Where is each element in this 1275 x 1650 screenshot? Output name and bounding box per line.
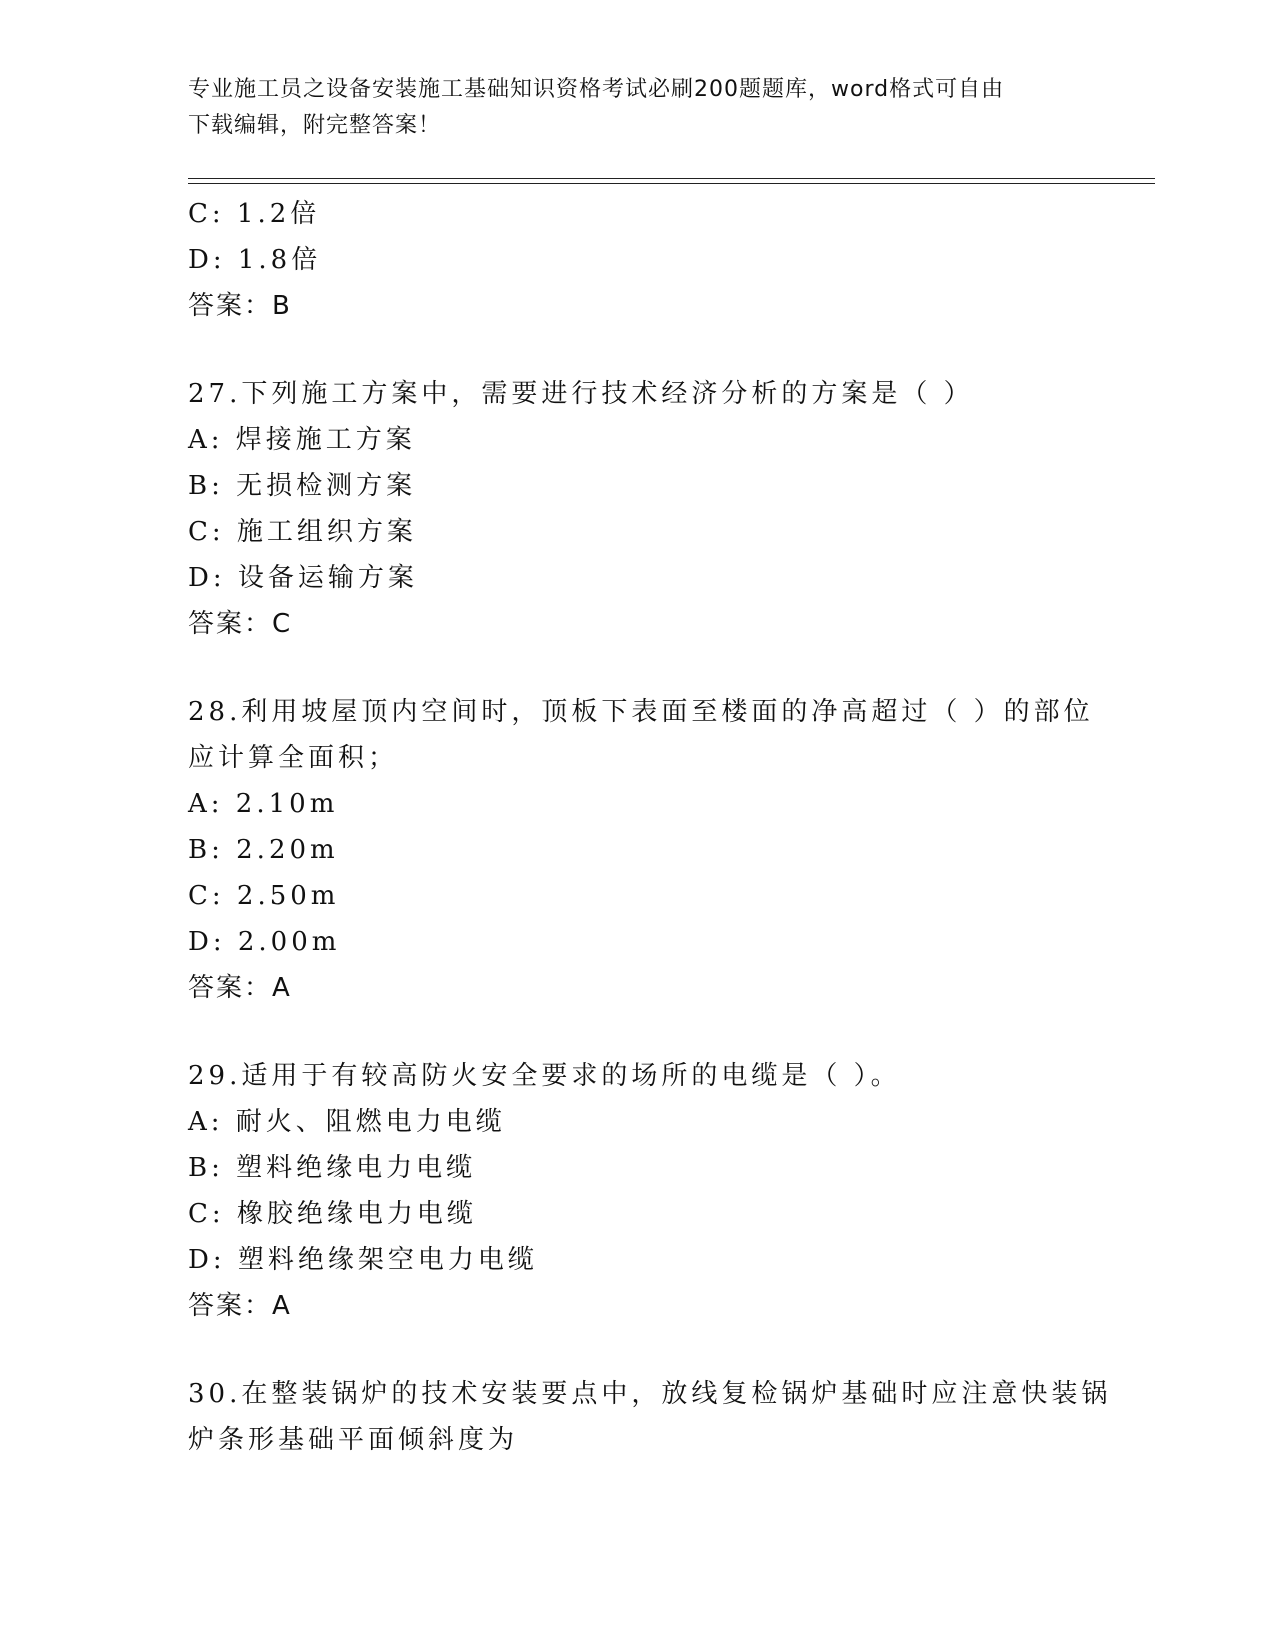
option-a: A: 耐火、阻燃电力电缆 <box>188 1107 506 1137</box>
answer: 答案：C <box>188 609 293 639</box>
question-28 <box>188 689 1094 1011</box>
question-30 <box>188 1371 1112 1463</box>
question-stem: 29.适用于有较高防火安全要求的场所的电缆是（ ）。 <box>188 1061 901 1091</box>
question-stem-line1: 28.利用坡屋顶内空间时，顶板下表面至楼面的净高超过（ ）的部位 <box>188 697 1094 727</box>
question-27 <box>188 371 1088 647</box>
question-29 <box>188 1053 1088 1329</box>
header-divider-bottom <box>188 183 1155 184</box>
header-title-line2: 下载编辑，附完整答案！ <box>188 113 442 138</box>
option-a: A: 焊接施工方案 <box>188 425 416 455</box>
question-stem-line2: 炉条形基础平面倾斜度为 <box>188 1425 519 1455</box>
option-a: A: 2.10m <box>188 789 339 819</box>
option-d: D: 设备运输方案 <box>188 563 418 593</box>
header-divider-top <box>188 178 1155 179</box>
document-header <box>188 72 1068 144</box>
option-b: B: 塑料绝缘电力电缆 <box>188 1153 477 1183</box>
option-c: C: 1.2倍 <box>188 199 321 229</box>
answer: 答案：A <box>188 1291 292 1321</box>
option-d: D: 2.00m <box>188 927 341 957</box>
option-c: C: 橡胶绝缘电力电缆 <box>188 1199 477 1229</box>
option-b: B: 无损检测方案 <box>188 471 417 501</box>
question-list <box>188 191 1112 1463</box>
question-stem-line2: 应计算全面积； <box>188 743 399 773</box>
option-c: C: 2.50m <box>188 881 340 911</box>
option-c: C: 施工组织方案 <box>188 517 417 547</box>
question-stem: 27.下列施工方案中，需要进行技术经济分析的方案是（ ） <box>188 379 974 409</box>
option-b: B: 2.20m <box>188 835 339 865</box>
option-d: D: 1.8倍 <box>188 245 322 275</box>
question-stem-line1: 30.在整装锅炉的技术安装要点中，放线复检锅炉基础时应注意快装锅 <box>188 1379 1112 1409</box>
header-title-line1: 专业施工员之设备安装施工基础知识资格考试必刷200题题库，word格式可自由 <box>188 77 1005 102</box>
answer: 答案：A <box>188 973 292 1003</box>
option-d: D: 塑料绝缘架空电力电缆 <box>188 1245 538 1275</box>
question-26-tail <box>188 191 1088 329</box>
answer: 答案：B <box>188 291 292 321</box>
